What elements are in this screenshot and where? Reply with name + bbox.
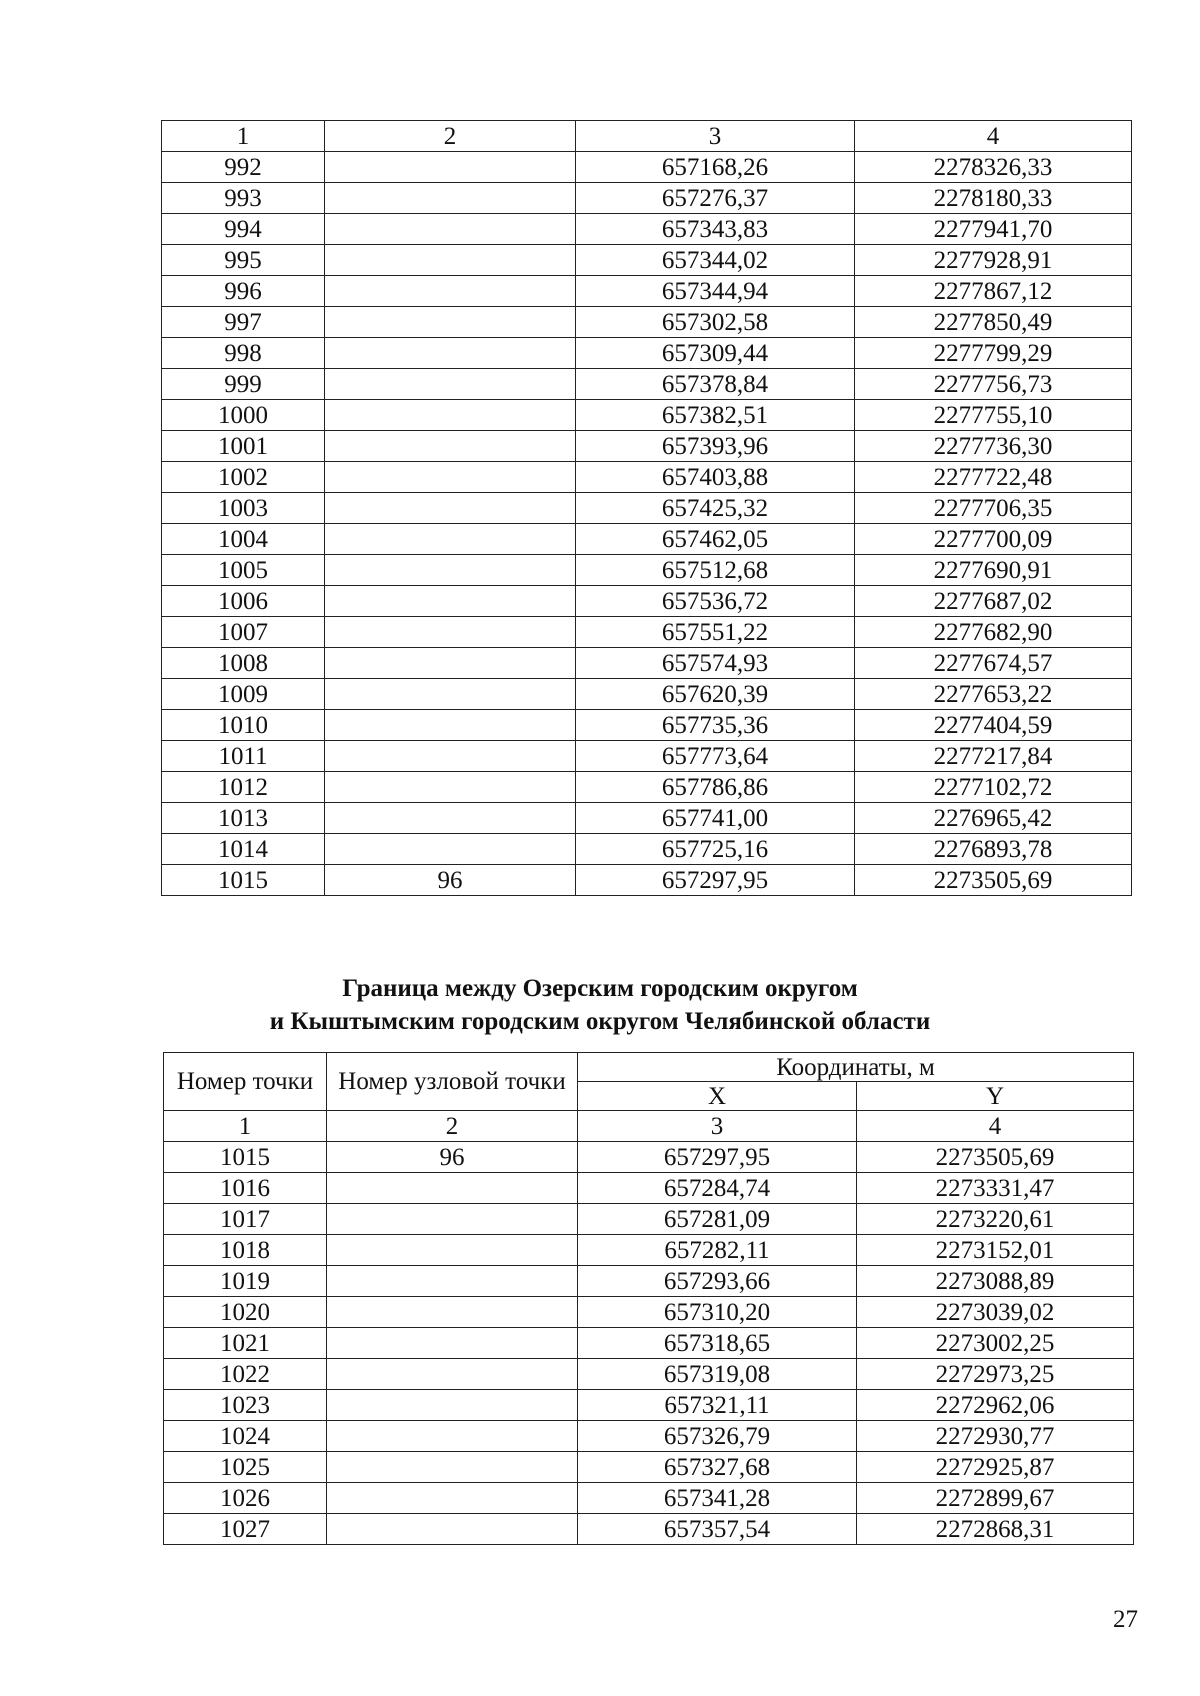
table-row — [164, 1514, 1134, 1545]
table-cell: 657309,44 — [576, 338, 855, 369]
table-row — [162, 803, 1132, 834]
table-cell: 998 — [162, 338, 325, 369]
table-cell: 2277700,09 — [855, 524, 1132, 555]
column-number-cell: 2 — [325, 121, 576, 152]
table-cell: 2278180,33 — [855, 183, 1132, 214]
table-row — [162, 586, 1132, 617]
table-cell: 2273505,69 — [855, 865, 1132, 896]
table-cell: 1001 — [162, 431, 325, 462]
table-cell: 657574,93 — [576, 648, 855, 679]
table-row — [162, 307, 1132, 338]
table-cell: 1003 — [162, 493, 325, 524]
table-row — [162, 834, 1132, 865]
table-cell: 96 — [325, 865, 576, 896]
table-cell — [325, 524, 576, 555]
table-cell: 1023 — [164, 1390, 327, 1421]
table-cell: 657536,72 — [576, 586, 855, 617]
table-cell — [325, 369, 576, 400]
table-row — [162, 710, 1132, 741]
table-cell: 2273220,61 — [857, 1204, 1134, 1235]
table-cell — [325, 555, 576, 586]
table-cell: 657327,68 — [578, 1452, 857, 1483]
table-cell — [327, 1235, 578, 1266]
column-number-cell: 2 — [327, 1111, 578, 1142]
bottom-table-body — [164, 1053, 1134, 1545]
table-cell: 2277928,91 — [855, 245, 1132, 276]
node-point-number-header: Номер узловой точки — [327, 1053, 578, 1111]
table-cell: 1011 — [162, 741, 325, 772]
table-cell: 2277102,72 — [855, 772, 1132, 803]
table-cell: 2276893,78 — [855, 834, 1132, 865]
table-cell — [327, 1421, 578, 1452]
x-header: X — [578, 1082, 857, 1111]
table-cell — [327, 1204, 578, 1235]
table-cell — [327, 1328, 578, 1359]
table-cell: 657276,37 — [576, 183, 855, 214]
table-cell: 657551,22 — [576, 617, 855, 648]
table-cell: 657284,74 — [578, 1173, 857, 1204]
table-cell: 657281,09 — [578, 1204, 857, 1235]
table-cell: 657512,68 — [576, 555, 855, 586]
table-cell: 1016 — [164, 1173, 327, 1204]
table-cell: 657318,65 — [578, 1328, 857, 1359]
table-row — [164, 1421, 1134, 1452]
table-cell: 2273505,69 — [857, 1142, 1134, 1173]
table-row — [162, 431, 1132, 462]
table-row — [162, 276, 1132, 307]
table-cell: 1007 — [162, 617, 325, 648]
table-cell: 657282,11 — [578, 1235, 857, 1266]
table-row — [162, 648, 1132, 679]
table-cell: 2273088,89 — [857, 1266, 1134, 1297]
table-row — [162, 369, 1132, 400]
table-cell: 2273331,47 — [857, 1173, 1134, 1204]
table-cell: 2273152,01 — [857, 1235, 1134, 1266]
table-cell: 657297,95 — [576, 865, 855, 896]
table-cell: 657403,88 — [576, 462, 855, 493]
table-cell: 1020 — [164, 1297, 327, 1328]
table-cell: 1014 — [162, 834, 325, 865]
table-cell: 1027 — [164, 1514, 327, 1545]
table-cell: 2272899,67 — [857, 1483, 1134, 1514]
table-cell — [325, 803, 576, 834]
table-cell: 2277756,73 — [855, 369, 1132, 400]
table-cell: 657302,58 — [576, 307, 855, 338]
table-cell: 1004 — [162, 524, 325, 555]
table-cell: 994 — [162, 214, 325, 245]
column-number-cell: 4 — [857, 1111, 1134, 1142]
table-row — [162, 865, 1132, 896]
table-cell — [325, 183, 576, 214]
page-number: 27 — [1113, 1606, 1138, 1633]
coordinates-table-bottom — [163, 1052, 1134, 1545]
y-header: Y — [857, 1082, 1134, 1111]
table-cell: 1015 — [162, 865, 325, 896]
table-cell: 2273002,25 — [857, 1328, 1134, 1359]
table-cell: 2277706,35 — [855, 493, 1132, 524]
table-cell — [325, 493, 576, 524]
table-cell: 995 — [162, 245, 325, 276]
table-cell: 657393,96 — [576, 431, 855, 462]
table-row — [162, 524, 1132, 555]
table-cell: 1026 — [164, 1483, 327, 1514]
table-cell: 657620,39 — [576, 679, 855, 710]
coordinates-header: Координаты, м — [578, 1053, 1134, 1082]
table-cell — [325, 400, 576, 431]
table-cell: 1000 — [162, 400, 325, 431]
table-cell: 657321,11 — [578, 1390, 857, 1421]
table-cell — [325, 617, 576, 648]
table-cell: 997 — [162, 307, 325, 338]
table-row — [164, 1452, 1134, 1483]
table-cell: 1021 — [164, 1328, 327, 1359]
table-row — [162, 741, 1132, 772]
table-cell: 657462,05 — [576, 524, 855, 555]
table-cell: 2277690,91 — [855, 555, 1132, 586]
table-cell — [325, 679, 576, 710]
table-cell: 657382,51 — [576, 400, 855, 431]
table-cell: 96 — [327, 1142, 578, 1173]
table-cell — [325, 431, 576, 462]
column-number-cell: 1 — [164, 1111, 327, 1142]
table-row — [164, 1328, 1134, 1359]
section-title — [0, 972, 1200, 1038]
table-row — [162, 617, 1132, 648]
table-row — [164, 1204, 1134, 1235]
table-cell — [325, 710, 576, 741]
column-number-row — [162, 121, 1132, 152]
table-row — [162, 462, 1132, 493]
table-row — [162, 183, 1132, 214]
table-cell: 657293,66 — [578, 1266, 857, 1297]
table-row — [162, 214, 1132, 245]
table-cell — [325, 245, 576, 276]
table-cell: 2277799,29 — [855, 338, 1132, 369]
top-table-body — [162, 121, 1132, 896]
table-cell: 1008 — [162, 648, 325, 679]
header-row — [164, 1053, 1134, 1082]
table-cell: 2272962,06 — [857, 1390, 1134, 1421]
table-cell: 2278326,33 — [855, 152, 1132, 183]
table-cell: 1009 — [162, 679, 325, 710]
table-cell: 657741,00 — [576, 803, 855, 834]
table-row — [162, 338, 1132, 369]
table-cell — [325, 772, 576, 803]
table-cell — [327, 1483, 578, 1514]
table-cell: 2277722,48 — [855, 462, 1132, 493]
table-cell: 1015 — [164, 1142, 327, 1173]
table-cell: 657344,02 — [576, 245, 855, 276]
table-cell: 2277941,70 — [855, 214, 1132, 245]
table-cell: 657319,08 — [578, 1359, 857, 1390]
table-cell: 2272973,25 — [857, 1359, 1134, 1390]
table-cell: 657341,28 — [578, 1483, 857, 1514]
table-cell: 992 — [162, 152, 325, 183]
table-row — [164, 1235, 1134, 1266]
table-cell: 2277653,22 — [855, 679, 1132, 710]
table-cell — [327, 1359, 578, 1390]
table-cell — [327, 1514, 578, 1545]
table-cell — [327, 1266, 578, 1297]
table-row — [164, 1359, 1134, 1390]
table-cell: 2277404,59 — [855, 710, 1132, 741]
table-cell: 1022 — [164, 1359, 327, 1390]
table-cell: 657725,16 — [576, 834, 855, 865]
table-row — [162, 772, 1132, 803]
table-cell: 2277736,30 — [855, 431, 1132, 462]
table-cell: 2277217,84 — [855, 741, 1132, 772]
table-cell: 996 — [162, 276, 325, 307]
table-row — [162, 245, 1132, 276]
column-number-cell: 3 — [578, 1111, 857, 1142]
table-cell: 657326,79 — [578, 1421, 857, 1452]
table-cell: 657425,32 — [576, 493, 855, 524]
table-cell: 657773,64 — [576, 741, 855, 772]
table-row — [162, 493, 1132, 524]
column-number-cell: 1 — [162, 121, 325, 152]
table-cell: 1019 — [164, 1266, 327, 1297]
table-cell: 2272925,87 — [857, 1452, 1134, 1483]
table-cell — [325, 462, 576, 493]
coordinates-table-top — [161, 120, 1132, 896]
table-row — [162, 555, 1132, 586]
table-cell: 2277755,10 — [855, 400, 1132, 431]
table-cell: 1006 — [162, 586, 325, 617]
table-cell: 657310,20 — [578, 1297, 857, 1328]
table-cell: 2277867,12 — [855, 276, 1132, 307]
table-cell: 1012 — [162, 772, 325, 803]
table-cell — [325, 307, 576, 338]
table-cell — [325, 586, 576, 617]
point-number-header: Номер точки — [164, 1053, 327, 1111]
table-cell: 2276965,42 — [855, 803, 1132, 834]
table-row — [164, 1266, 1134, 1297]
table-row — [162, 679, 1132, 710]
table-row — [164, 1483, 1134, 1514]
table-cell: 2277687,02 — [855, 586, 1132, 617]
table-cell: 2277682,90 — [855, 617, 1132, 648]
table-cell: 657297,95 — [578, 1142, 857, 1173]
table-cell: 1024 — [164, 1421, 327, 1452]
column-number-cell: 4 — [855, 121, 1132, 152]
table-cell: 2273039,02 — [857, 1297, 1134, 1328]
table-cell: 1002 — [162, 462, 325, 493]
table-cell: 1010 — [162, 710, 325, 741]
table-cell: 2277850,49 — [855, 307, 1132, 338]
table-cell: 657343,83 — [576, 214, 855, 245]
table-cell: 1025 — [164, 1452, 327, 1483]
table-cell — [327, 1297, 578, 1328]
table-row — [164, 1173, 1134, 1204]
section-title-line-2: и Кыштымским городским округом Челябинской области — [269, 1008, 931, 1035]
table-row — [162, 152, 1132, 183]
table-row — [164, 1390, 1134, 1421]
table-row — [164, 1142, 1134, 1173]
table-row — [164, 1297, 1134, 1328]
table-cell — [325, 214, 576, 245]
table-cell — [325, 648, 576, 679]
table-cell — [327, 1452, 578, 1483]
table-cell: 2272868,31 — [857, 1514, 1134, 1545]
table-cell: 999 — [162, 369, 325, 400]
table-cell: 657378,84 — [576, 369, 855, 400]
table-cell: 657168,26 — [576, 152, 855, 183]
table-cell — [325, 152, 576, 183]
table-cell — [327, 1173, 578, 1204]
table-cell — [325, 741, 576, 772]
column-number-row — [164, 1111, 1134, 1142]
table-cell: 657735,36 — [576, 710, 855, 741]
table-cell: 1005 — [162, 555, 325, 586]
table-cell — [327, 1390, 578, 1421]
table-cell — [325, 276, 576, 307]
section-title-line-1: Граница между Озерским городским округом — [342, 975, 858, 1002]
table-cell: 993 — [162, 183, 325, 214]
table-cell: 657357,54 — [578, 1514, 857, 1545]
table-row — [162, 400, 1132, 431]
table-cell: 1017 — [164, 1204, 327, 1235]
table-cell: 657786,86 — [576, 772, 855, 803]
table-cell: 657344,94 — [576, 276, 855, 307]
table-cell: 1013 — [162, 803, 325, 834]
table-cell — [325, 834, 576, 865]
table-cell — [325, 338, 576, 369]
column-number-cell: 3 — [576, 121, 855, 152]
table-cell: 2272930,77 — [857, 1421, 1134, 1452]
table-cell: 1018 — [164, 1235, 327, 1266]
table-cell: 2277674,57 — [855, 648, 1132, 679]
